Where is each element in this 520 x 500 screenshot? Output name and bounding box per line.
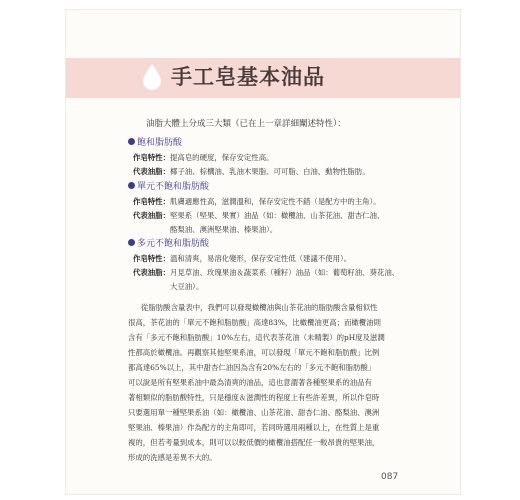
paragraph-line: 形成的洗感是差異不大的。 [128, 453, 217, 462]
oils-label: 代表油脂： [133, 268, 170, 277]
oils-text: 月見草油、玫瑰果油＆蔬菜系（種籽）油品（如：葡萄籽油、葵花油、 [170, 268, 400, 277]
traits-text: 肌膚適應性高，滋潤溫和，保存安定性不錯（是配方中的主角）。 [170, 197, 381, 206]
section-heading-saturated [128, 137, 182, 149]
paragraph-line: 從脂肪酸含量表中，我們可以發現橄欖油與山茶花油的脂肪酸含量相似性 [141, 303, 378, 312]
paragraph-line: 只要選用單一種堅果系油（如：橄欖油、山茶花油、甜杏仁油、酪梨油、澳洲 [128, 408, 380, 417]
bullet-dot-icon [128, 182, 135, 189]
paragraph-line: 複的，但若考量到成本，則可以以較低價的橄欖油搭配任一較昂貴的堅果油， [128, 438, 380, 447]
bullet-dot-icon [128, 239, 135, 246]
oils-row [133, 167, 370, 177]
traits-label: 作皂特性： [133, 254, 170, 263]
paragraph-line: 堅果油、榛果油）作為配方的主角即可，若同時選用兩種以上，在性質上是重 [128, 423, 380, 432]
traits-row [133, 254, 351, 264]
section-heading-label: 單元不飽和脂肪酸 [137, 182, 210, 192]
oils-text: 椰子油、棕櫚油、乳油木果脂、可可脂、白油、動物性脂肪。 [170, 167, 370, 176]
traits-label: 作皂特性： [133, 153, 170, 162]
section-heading-polyunsaturated [128, 238, 209, 250]
oils-text-continued: 大豆油）。 [170, 282, 204, 291]
section-heading-label: 飽和脂肪酸 [137, 138, 183, 148]
paragraph-line: 可以說是所有堅果系油中最為清爽的油品，這也意謂著各種堅果系的油品有 [128, 378, 372, 387]
traits-text: 提高皂的硬度，保存安定性高。 [170, 153, 274, 162]
oils-text-continued: 酪梨油、澳洲堅果油、榛果油）。 [170, 225, 278, 234]
traits-text: 溫和清爽，易溶化變形，保存安定性低（建議不使用）。 [170, 254, 352, 263]
paragraph-line: 都高達65%以上，其中甜杏仁油因為含有20%左右的「多元不飽和脂肪酸」 [128, 363, 376, 372]
section-heading-monounsaturated [128, 181, 209, 193]
page-number: 087 [381, 472, 399, 482]
intro-text: 油脂大體上分成三大類（已在上一章詳細闡述特性）： [146, 119, 346, 129]
oils-row [133, 268, 399, 278]
oils-label: 代表油脂： [133, 211, 170, 220]
paragraph-line: 性都高於橄欖油。再觀察其他堅果系油，可以發現「單元不飽和脂肪酸」比例 [128, 348, 380, 357]
traits-label: 作皂特性： [133, 197, 170, 206]
paragraph-line: 含有「多元不飽和脂肪酸」10%左右，這代表茶花油（未精製）的pH度及滋潤 [128, 333, 385, 342]
oils-row [133, 211, 384, 221]
paragraph-line: 很高，茶花油的「單元不飽和脂肪酸」高達83%，比橄欖油更高；而橄欖油則 [128, 318, 381, 327]
bullet-dot-icon [128, 138, 135, 145]
paragraph-line: 著相類似的脂肪酸特性，只是穩度＆滋潤性的程度上有些許差異，所以作皂時 [128, 393, 380, 402]
oils-text: 堅果系（堅果、果實）油品（如：橄欖油、山茶花油、甜杏仁油、 [170, 211, 385, 220]
traits-row [133, 197, 381, 207]
page-title: 手工皂基本油品 [171, 65, 325, 89]
section-heading-label: 多元不飽和脂肪酸 [137, 239, 210, 249]
oils-label: 代表油脂： [133, 167, 170, 176]
water-drop-icon [141, 63, 163, 91]
traits-row [133, 153, 273, 163]
